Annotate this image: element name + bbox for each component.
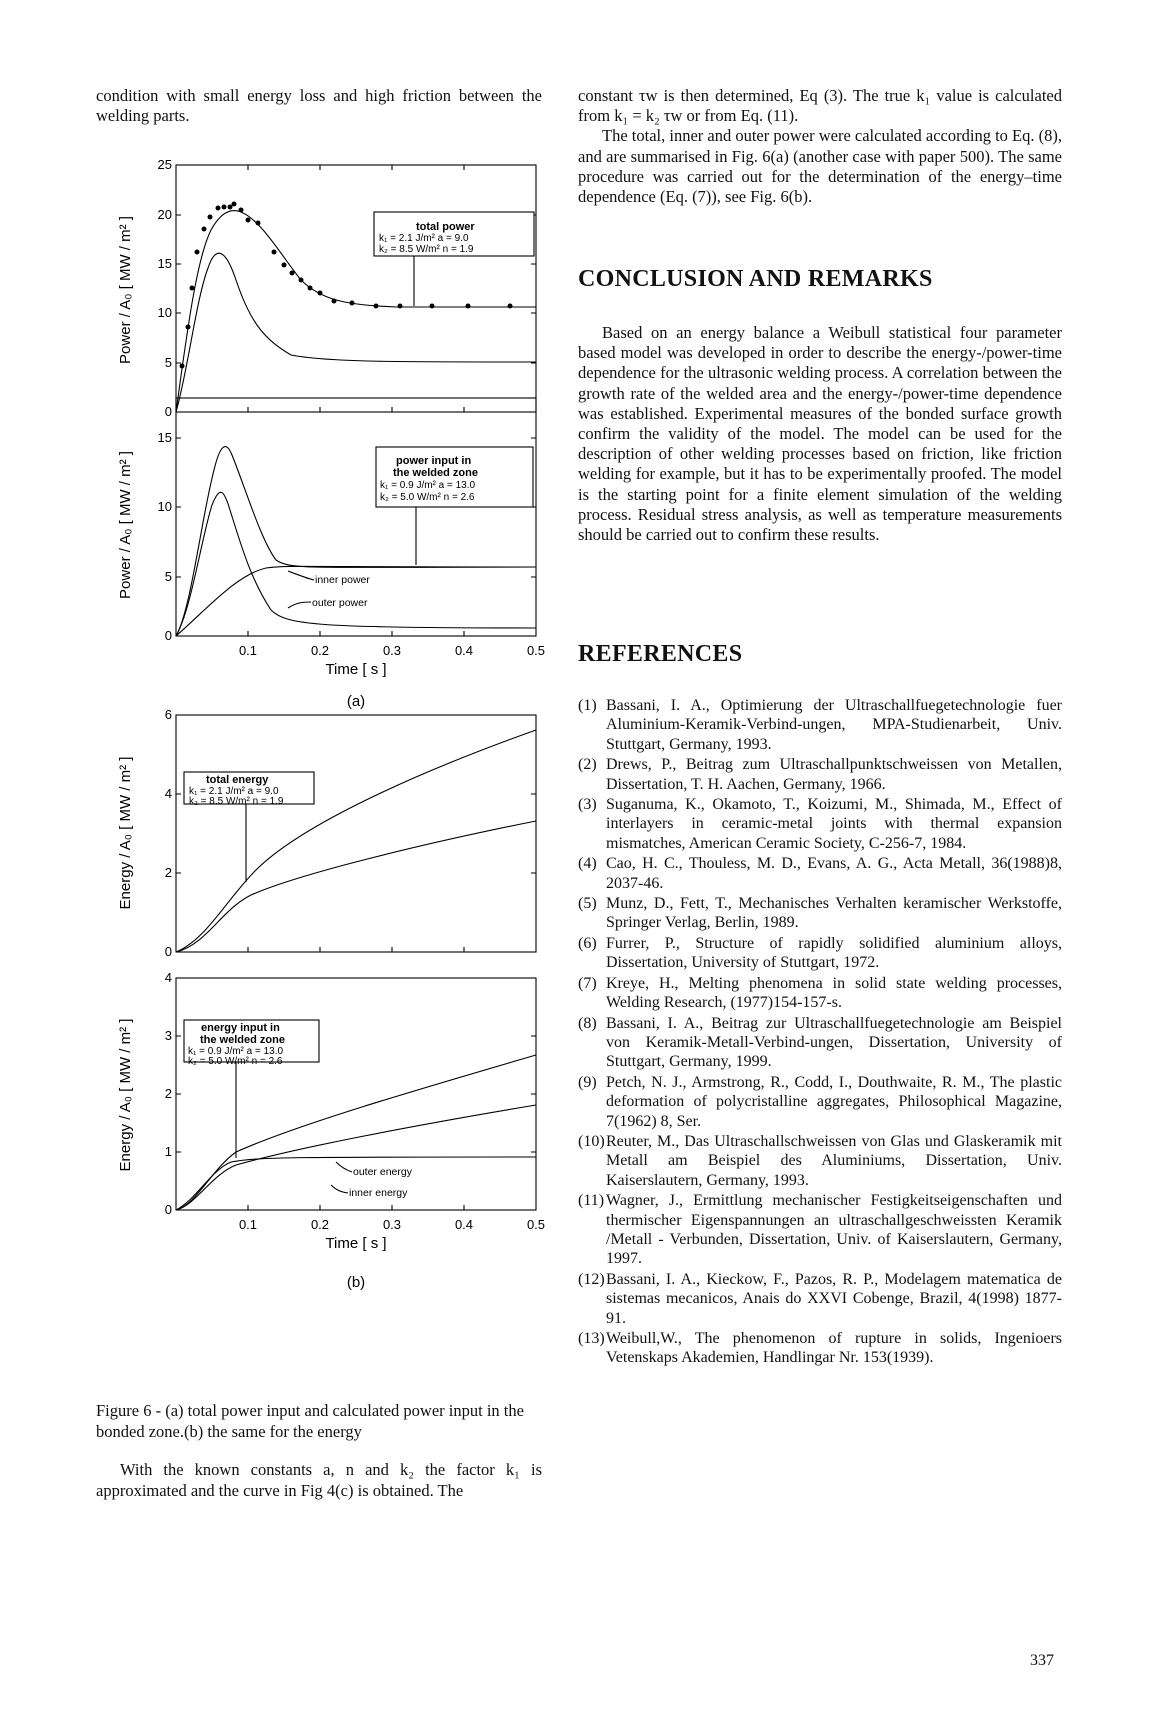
y-tick: 2 [164,1086,172,1101]
conclusion-heading: CONCLUSION AND REMARKS [578,266,933,292]
y-tick: 6 [164,707,172,722]
x-tick: 0.2 [310,1217,330,1232]
reference-number: (5) [578,895,597,913]
y-tick: 0 [164,944,172,959]
reference-number: (2) [578,756,597,774]
reference-number: (4) [578,855,597,873]
reference-text: Drews, P., Beitrag zum Ultraschallpunktschweissen von Metallen, Dissertation, T. H. Aachen, Germany, 1966. [606,756,1062,793]
total-energy-curve [176,730,536,952]
inner-energy-curve-b2 [176,1157,536,1210]
reference-item [578,795,1062,853]
reference-number: (12) [578,1270,605,1288]
legend-line: k₂ = 8.5 W/m² n = 1.9 [379,244,474,255]
y-tick: 20 [157,207,172,222]
legend-line: k₂ = 8.5 W/m² n = 1.9 [189,796,284,807]
references-list [578,696,1062,1369]
reference-item [578,934,1062,973]
y-axis-label: Power / A₀ [ MW / m² ] [117,451,134,599]
reference-text: Reuter, M., Das Ultraschallschweissen von Glas und Glaskeramik mit Metall am Beispiel des Aluminiums, Dissertation, Univ. Kaiserslautern, Germany, 1993. [606,1132,1062,1189]
x-axis-label: Time [ s ] [325,1235,387,1252]
legend-title: power input in [396,455,472,467]
legend-line: k₂ = 5.0 W/m² n = 2.6 [380,492,475,503]
reference-item [578,974,1062,1013]
reference-text: Bassani, I. A., Optimierung der Ultraschallfuegetechnologie fuer Aluminium-Keramik-Verbind-ungen, MPA-Studienarbeit, Univ. Stuttgart, Germany, 1993. [606,697,1062,753]
reference-number: (8) [578,1014,597,1032]
reference-text: Cao, H. C., Thouless, M. D., Evans, A. G., Acta Metall, 36(1988)8, 2037-46. [606,855,1062,892]
x-tick: 0.3 [382,1217,402,1232]
legend-line: k₁ = 2.1 J/m² a = 9.0 [189,786,279,797]
reference-text: Furrer, P., Structure of rapidly solidified aluminium alloys, Dissertation, University of Stuttgart, 1972. [606,934,1062,972]
figure-label-a: (a) [346,693,366,710]
y-tick: 1 [164,1144,172,1159]
reference-item [578,1191,1062,1269]
x-tick: 0.1 [238,1217,258,1232]
legend-line: k₁ = 0.9 J/m² a = 13.0 [380,480,476,491]
reference-number: (11) [578,1192,605,1210]
y-tick: 0 [164,628,172,643]
inner-power-curve [176,253,536,412]
reference-text: Wagner, J., Ermittlung mechanischer Festigkeitseigenschaften und thermischer Eigenspannungen an ultraschallgeschweissten Keramik /Metall - Verbunden, Dissertation, Univ. of Kaiserslautern, Germany, 1997. [606,1192,1062,1268]
y-tick: 5 [164,569,172,584]
reference-item [578,894,1062,933]
bottom-left-paragraph: With the known constants a, n and k₂ the factor k₁ is approximated and the curve in Fig 4(c) is obtained. The [96,1460,542,1500]
references-heading: REFERENCES [578,641,743,667]
legend-title: energy input in [201,1022,280,1034]
y-tick: 0 [164,404,172,419]
y-tick: 10 [157,305,172,320]
y-tick: 4 [164,786,172,801]
x-tick: 0.5 [526,1217,546,1232]
left-intro-text [96,86,542,126]
right-column [578,86,1062,207]
y-tick: 15 [157,256,172,271]
y-tick: 0 [164,1202,172,1217]
inner-energy-curve [176,821,536,952]
reference-number: (10) [578,1132,605,1150]
reference-text: Kreye, H., Melting phenomena in solid state welding processes, Welding Research, (1977)154-157-s. [606,974,1062,1012]
x-tick: 0.4 [454,1217,474,1232]
y-tick: 10 [157,499,172,514]
y-axis-label: Energy / A₀ [ MW / m² ] [117,756,134,910]
figure-6 [96,140,556,1390]
reference-text: Bassani, I. A., Kieckow, F., Pazos, R. P., Modelagem matematica de sistemas mecanicos, Anais do XXVI Cobenge, Brazil, 4(1998) 1877-91. [606,1270,1062,1327]
figure-caption: Figure 6 - (a) total power input and calculated power input in the bonded zone.(b) the same for the energy [96,1401,524,1441]
reference-text: Weibull,W., The phenomenon of rupture in solids, Ingenioers Vetenskaps Akademien, Handlingar Nr. 153(1939). [606,1330,1062,1367]
reference-number: (9) [578,1073,597,1091]
legend-line: k₁ = 2.1 J/m² a = 9.0 [379,233,469,244]
conclusion-paragraph: Based on an energy balance a Weibull statistical four parameter based model was developed in order to describe the energy-/power-time dependence for the ultrasonic welding process. A correlation between the growth rate of the welded area and the energy-/power-time dependence was established. Experimental measures of the bonded surface growth confirm the validity of the model. The model can be used for the description of other welding processes based on friction, like friction welding for example, but it has to be experimentally proofed. The model is the starting point for a finite element simulation of the welding process. Residual stress analysis, as well as temperature measurements should be carried out to confirm these results. [578,323,1062,545]
annotation-inner-power: inner power [315,574,370,586]
reference-number: (7) [578,974,597,992]
y-axis-label: Energy / A₀ [ MW / m² ] [117,1018,134,1172]
y-tick: 25 [157,157,172,172]
y-tick: 2 [164,865,172,880]
reference-text: Suganuma, K., Okamoto, T., Koizumi, M., Shimada, M., Effect of interlayers in ceramic-metal joints with thermal expansion mismatches, American Ceramic Society, C-256-7, 1984. [606,796,1062,852]
annotation-outer-energy: outer energy [353,1166,412,1178]
reference-number: (1) [578,697,597,714]
reference-item [578,1014,1062,1072]
reference-text: Petch, N. J., Armstrong, R., Codd, I., Douthwaite, R. M., The plastic deformation of polycristalline aggregates, Philosophical Magazine, 7(1962) 8, Ser. [606,1073,1062,1130]
reference-text: Bassani, I. A., Beitrag zur Ultraschallfuegetechnologie am Beispiel von Keramik-Metall-Verbind-ungen, Dissertation, University of Stuttgart, Germany, 1999. [606,1014,1062,1071]
reference-number: (13) [578,1330,605,1347]
y-tick: 4 [164,970,172,985]
y-tick: 3 [164,1028,172,1043]
paragraph-1: constant τw is then determined, Eq (3). The true k₁ value is calculated from k₁ = k₂ τw or from Eq. (11). [578,86,1062,126]
reference-item [578,755,1062,794]
panel-a-top-frame [176,165,536,412]
x-tick: 0.2 [310,643,330,658]
inner-power-curve-a2 [176,492,536,636]
legend-title: the welded zone [200,1034,285,1046]
x-axis-label: Time [ s ] [325,661,387,678]
reference-item [578,1073,1062,1131]
reference-item [578,1132,1062,1190]
x-tick: 0.3 [382,643,402,658]
paragraph-2: The total, inner and outer power were calculated according to Eq. (8), and are summarised in Fig. 6(a) (another case with paper 500). The same procedure was carried out for the determination of the energy–time dependence (Eq. (7)), see Fig. 6(b). [578,126,1062,207]
legend-title: total energy [206,774,269,786]
y-tick: 5 [164,355,172,370]
annotation-inner-energy: inner energy [349,1187,408,1199]
figure-label-b: (b) [346,1274,366,1291]
intro-paragraph: condition with small energy loss and high friction between the welding parts. [96,86,542,126]
y-tick: 15 [157,430,172,445]
legend-title: total power [416,221,475,233]
y-axis-label: Power / A₀ [ MW / m² ] [117,216,134,364]
reference-item [578,1329,1062,1368]
legend-title: the welded zone [393,467,478,479]
legend-line: k₂ = 5.0 W/m² n = 2.6 [188,1056,283,1067]
x-tick: 0.5 [526,643,546,658]
reference-item [578,696,1062,754]
reference-number: (6) [578,934,597,952]
annotation-outer-power: outer power [312,597,368,609]
page-number: 337 [1030,1652,1054,1669]
reference-item [578,854,1062,893]
legend-line: k₁ = 0.9 J/m² a = 13.0 [188,1046,284,1057]
x-tick: 0.1 [238,643,258,658]
reference-text: Munz, D., Fett, T., Mechanisches Verhalten keramischer Werkstoffe, Springer Verlag, Berlin, 1989. [606,895,1062,932]
x-tick: 0.4 [454,643,474,658]
reference-number: (3) [578,796,597,814]
reference-item [578,1270,1062,1328]
